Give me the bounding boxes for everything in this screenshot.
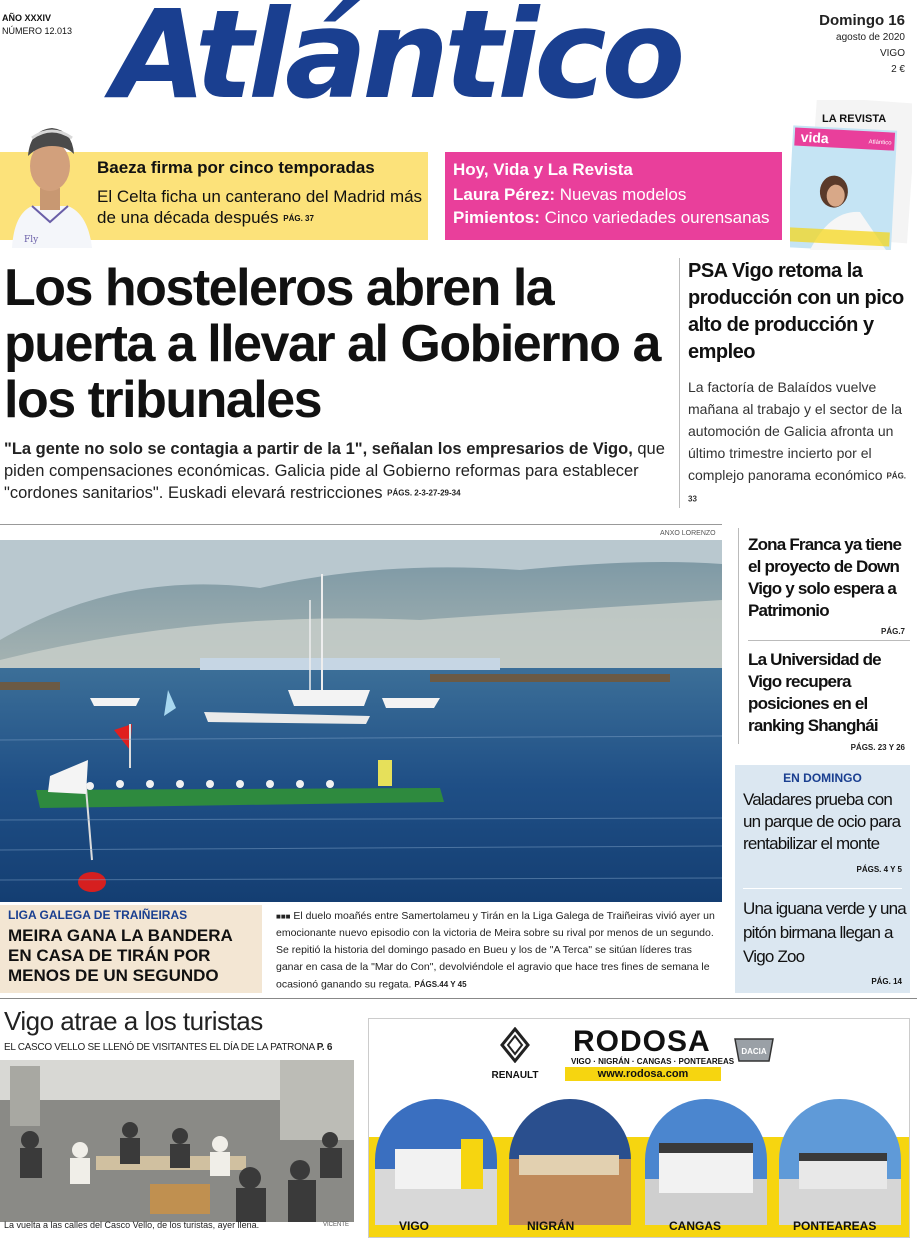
- main-story-pages: PÁGS. 2-3-27-29-34: [387, 488, 461, 498]
- dacia-label: DACIA: [741, 1047, 767, 1056]
- main-lede: [4, 438, 672, 505]
- magazine-vida: vida: [800, 128, 830, 147]
- supplement-item-2-label: Pimientos:: [453, 208, 540, 227]
- supplement-item-2: [453, 206, 774, 229]
- tourists-kicker-text: EL CASCO VELLO SE LLENÓ DE VISITANTES EL DÍA DE LA PATRONA: [4, 1042, 315, 1053]
- photo-credit: ANXO LORENZO: [660, 530, 716, 537]
- bottom-rule: [0, 998, 917, 999]
- main-headline[interactable]: Los hosteleros abren la puerta a llevar al Gobierno a los tribunales: [4, 259, 660, 429]
- main-lede-text: que piden compensaciones económicas. Galicia pide al Gobierno reformas para establecer "cordones sanitarios". Euskadi elevará restricciones: [4, 440, 665, 502]
- psa-headline[interactable]: PSA Vigo retoma la producción con un pico alto de producción y empleo: [688, 260, 904, 363]
- supplements-teaser[interactable]: [445, 152, 782, 240]
- zona-franca-page: PÁG.7: [880, 627, 905, 636]
- issue-day: Domingo 16: [819, 12, 905, 29]
- issue-price: 2 €: [891, 64, 905, 75]
- renault-label: RENAULT: [491, 1070, 539, 1081]
- player-photo: [2, 118, 98, 248]
- psa-page: PÁG. 33: [688, 471, 907, 504]
- en-domingo-kicker: EN DOMINGO: [783, 771, 862, 785]
- column-divider: [679, 258, 680, 508]
- dacia-logo: [731, 1035, 777, 1065]
- brief-divider: [738, 528, 739, 744]
- issue-date: agosto de 2020: [836, 32, 905, 43]
- valadares-page: PÁGS. 4 Y 5: [856, 865, 902, 874]
- tourists-headline[interactable]: Vigo atrae a los turistas: [4, 1006, 263, 1036]
- rowing-pages: PÁGS.44 Y 45: [414, 980, 467, 989]
- magazine-title: LA REVISTA: [822, 113, 887, 125]
- supplement-item-2-text: Cinco variedades ourensanas: [539, 208, 770, 227]
- main-lede-bold: "La gente no solo se contagia a partir de la 1", señalan los empresarios de Vigo,: [4, 440, 633, 458]
- supplement-item-1: [453, 183, 774, 206]
- sport-teaser-page: PÁG. 37: [283, 214, 314, 224]
- university-headline[interactable]: La Universidad de Vigo recupera posiciones en el ranking Shanghái: [748, 650, 881, 735]
- magazine-brand: Atlántico: [868, 139, 892, 147]
- rowing-story-box[interactable]: [0, 905, 262, 993]
- ad-label-ponteareas: PONTEAREAS: [793, 1219, 877, 1233]
- date-block: [819, 12, 905, 78]
- issue-info: [2, 12, 72, 38]
- renault-logo: [485, 1027, 545, 1081]
- ad-locations: VIGO · NIGRÁN · CANGAS · PONTEAREAS: [571, 1057, 735, 1066]
- ad-brand: RODOSA: [573, 1025, 711, 1058]
- section-rule: [0, 524, 722, 525]
- supplement-item-1-text: Nuevas modelos: [555, 185, 687, 204]
- ad-label-vigo: VIGO: [399, 1219, 430, 1233]
- zona-franca-headline[interactable]: Zona Franca ya tiene el proyecto de Down Vigo y solo espera a Patrimonio: [748, 535, 902, 620]
- psa-body-text: La factoría de Balaídos vuelve mañana al trabajo y el sector de la automoción de Galicia afronta un último trimestre incierto por el complejo panorama económico: [688, 379, 903, 483]
- dealership-cangas-image: [645, 1099, 767, 1225]
- rowing-kicker: LIGA GALEGA DE TRAIÑEIRAS: [8, 908, 188, 922]
- issue-city: VIGO: [879, 48, 905, 59]
- dealership-vigo-image: [375, 1099, 497, 1225]
- rowing-body-text: El duelo moañés entre Samertolameu y Tirán en la Liga Galega de Traiñeiras vivió ayer un emocionante nuevo episodio con la victoria de Meira sobre su rival por menos de un segundo. Se repitió la historia del domingo pasado en Bueu y los de "A Terca" se sitúan líderes tras ganar en casa de la "Mar do Con", devolviéndole el agravio que hace tres fines de semana le ocasionó ganando su regata.: [276, 910, 715, 991]
- rowing-race-photo[interactable]: [0, 540, 722, 902]
- dealership-ponteareas-image: [779, 1099, 901, 1225]
- en-domingo-box[interactable]: [735, 765, 910, 993]
- psa-body: [688, 376, 910, 511]
- rowing-body: [276, 908, 716, 993]
- valadares-headline[interactable]: Valadares prueba con un parque de ocio para rentabilizar el monte: [743, 790, 901, 853]
- rowing-headline: MEIRA GANA LA BANDERA EN CASA DE TIRÁN POR MENOS DE UN SEGUNDO: [8, 926, 233, 985]
- renault-diamond-icon: [500, 1027, 530, 1063]
- svg-text:Fly: Fly: [24, 235, 39, 245]
- newspaper-logo[interactable]: Atlántico: [112, 0, 681, 126]
- iguana-headline[interactable]: Una iguana verde y una pitón birmana llegan a Vigo Zoo: [743, 899, 906, 966]
- supplements-title: Hoy, Vida y La Revista: [453, 160, 633, 179]
- supplement-item-1-label: Laura Pérez:: [453, 185, 556, 204]
- bullet-icon: ■■■: [276, 912, 291, 921]
- sport-teaser-title: Baeza firma por cinco temporadas: [97, 158, 375, 177]
- issue-number: NÚMERO 12.013: [2, 26, 73, 36]
- brief-rule: [748, 640, 910, 641]
- dealership-nigran-image: [509, 1099, 631, 1225]
- issue-year: AÑO XXXIV: [2, 13, 52, 23]
- sport-teaser-text: El Celta ficha un canterano del Madrid más de una década después: [97, 187, 423, 227]
- rodosa-ad[interactable]: [368, 1018, 910, 1238]
- domingo-separator: [743, 888, 902, 889]
- sport-teaser-body: [97, 186, 427, 229]
- ad-url[interactable]: www.rodosa.com: [565, 1067, 721, 1081]
- tourists-photo[interactable]: [0, 1060, 354, 1222]
- tourists-page: P. 6: [316, 1042, 333, 1053]
- ad-label-cangas: CANGAS: [669, 1219, 722, 1233]
- iguana-page: PÁG. 14: [871, 977, 902, 986]
- tourists-kicker: [4, 1042, 332, 1053]
- university-page: PÁGS. 23 Y 26: [850, 743, 905, 752]
- magazine-covers[interactable]: [790, 100, 912, 250]
- tourists-credit: VICENTE: [323, 1222, 350, 1228]
- ad-label-nigran: NIGRÁN: [527, 1219, 575, 1233]
- tourists-caption: La vuelta a las calles del Casco Vello, de los turistas, ayer llena.: [4, 1220, 260, 1230]
